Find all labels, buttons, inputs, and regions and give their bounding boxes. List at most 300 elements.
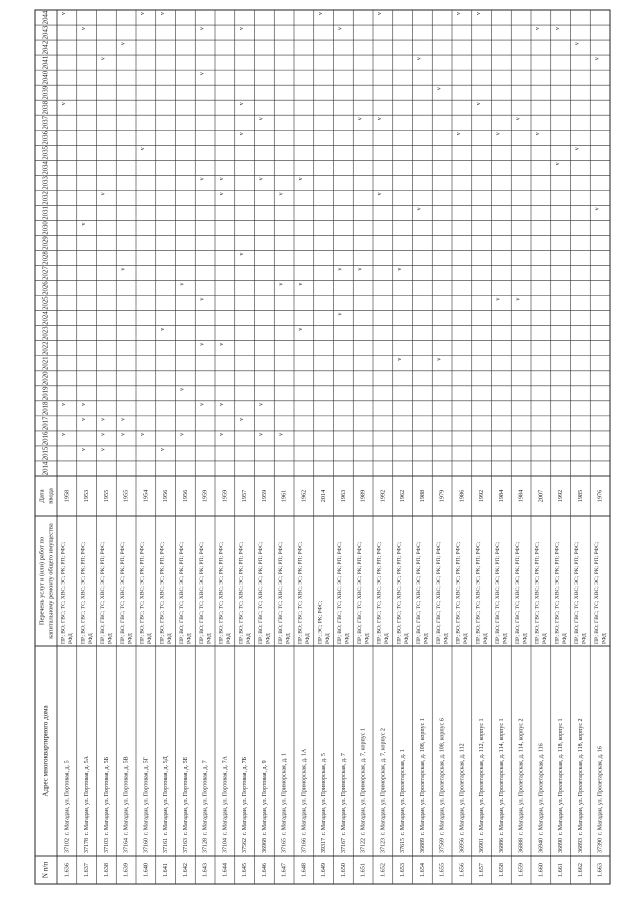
year-header-2043: 2043 xyxy=(42,25,50,40)
check-mark-2028: v xyxy=(239,252,245,256)
row-house-id: 37160 xyxy=(143,838,150,853)
row-services-line1: ПР; ВО; ГВС; ТС; ХВС; ЭС; РК; РП; РФС; xyxy=(475,541,482,644)
row-number: 1.653 xyxy=(399,863,407,877)
row-address: г. Магадан, ул. Пролетарская, д. 108, корпус 6 xyxy=(439,718,446,835)
check-mark-2027: v xyxy=(357,267,364,271)
row-address: г. Магадан, ул. Портовая, д. 7 xyxy=(202,760,209,835)
year-header-2033: 2033 xyxy=(42,176,50,190)
check-mark-2044: v xyxy=(476,12,482,16)
row-number: 1.646 xyxy=(260,863,268,877)
year-header-2029: 2029 xyxy=(42,236,50,250)
row-services-line2: РФД xyxy=(265,633,272,644)
check-mark-2027: v xyxy=(337,267,344,271)
row-address: г. Магадан, ул. Пролетарская, д. 16 xyxy=(597,746,604,835)
row-services-line1: ПР; ВО; ГВС; ТС; ХВС; ЭС; РК; РП; РФС; xyxy=(396,541,403,644)
row-entry-date: 1959 xyxy=(260,489,268,503)
check-mark-2017: v xyxy=(81,417,87,421)
header-num: N п/п xyxy=(41,861,50,879)
table-row xyxy=(61,12,75,877)
row-address: г. Магадан, ул. Портовая, д. 7А xyxy=(222,756,229,835)
check-mark-2036: v xyxy=(456,132,463,136)
row-services-line1: ПР; ВО; ГВС; ТС; ХВС; ЭС; РК; РП; РФС; xyxy=(80,541,87,644)
row-house-id: 37178 xyxy=(84,838,90,853)
year-header-2019: 2019 xyxy=(42,386,50,401)
row-services-line1: ПР; ВО; ГВС; ТС; ХВС; ЭС; РК; РП; РФС; xyxy=(258,541,265,644)
row-services-line2: РФД xyxy=(561,633,568,644)
row-entry-date: 1955 xyxy=(122,489,130,503)
row-address: г. Магадан, ул. Пролетарская, д. 114, корпус 1 xyxy=(498,718,505,835)
row-entry-date: 1957 xyxy=(241,489,249,503)
row-entry-date: 1959 xyxy=(221,489,229,503)
row-entry-date: 1956 xyxy=(162,489,170,503)
table-row xyxy=(100,57,114,877)
check-mark-2027: v xyxy=(120,267,127,271)
check-mark-2037: v xyxy=(377,117,384,121)
row-number: 1.659 xyxy=(517,863,525,877)
row-services-line2: РФД xyxy=(324,633,331,644)
row-services-line1: ПР; ВО; ГВС; ТС; ХВС; ЭС; РК; РП; РФС; xyxy=(593,541,600,644)
check-mark-2037: v xyxy=(515,117,522,121)
check-mark-2043: v xyxy=(555,27,561,31)
row-services-line1: ПР; ВО; ГВС; ТС; ХВС; ЭС; РК; РП; РФС; xyxy=(435,541,442,644)
check-mark-2016: v xyxy=(61,432,68,436)
row-number: 1.637 xyxy=(83,863,91,877)
check-mark-2025: v xyxy=(199,297,206,301)
row-services-line2: РФД xyxy=(206,633,213,644)
row-house-id: 37562 xyxy=(242,838,248,853)
table-row xyxy=(179,283,193,877)
row-address: г. Магадан, ул. Пролетарская, д. 108, корпус 1 xyxy=(419,718,426,835)
row-number: 1.654 xyxy=(418,863,426,877)
table-row xyxy=(120,42,134,877)
row-house-id: 37163 xyxy=(182,838,189,853)
check-mark-2019: v xyxy=(179,387,186,391)
row-entry-date: 1953 xyxy=(83,489,91,503)
check-mark-2015: v xyxy=(100,447,107,451)
year-header-2023: 2023 xyxy=(42,326,50,340)
row-services-line2: РФД xyxy=(344,633,351,644)
row-number: 1.647 xyxy=(280,863,288,877)
row-address: г. Магадан, ул. Приморская, д. 7 xyxy=(340,753,347,835)
check-mark-2022: v xyxy=(219,342,226,346)
row-entry-date: 1989 xyxy=(359,489,367,503)
year-header-2024: 2024 xyxy=(42,311,50,325)
year-header-2034: 2034 xyxy=(42,161,50,175)
row-services-line2: РФД xyxy=(542,633,549,644)
row-services-line1: ПР; ВО; ГВС; ТС; ХВС; ЭС; РК; РП; РФС; xyxy=(514,541,521,644)
year-header-2015: 2015 xyxy=(42,446,50,461)
row-address: г. Магадан, ул. Пролетарская, д. 114, корпус 2 xyxy=(518,718,525,835)
table-row xyxy=(80,27,94,877)
year-header-2022: 2022 xyxy=(42,341,50,356)
table-row xyxy=(219,177,233,877)
row-number: 1.656 xyxy=(458,863,466,877)
row-services-line2: РФД xyxy=(403,633,410,644)
row-house-id: 36890 xyxy=(558,838,564,853)
year-header-2042: 2042 xyxy=(42,40,50,55)
check-mark-2041: v xyxy=(594,57,601,61)
check-mark-2033: v xyxy=(258,177,265,181)
check-mark-2036: v xyxy=(535,132,542,136)
year-header-2028: 2028 xyxy=(42,251,50,265)
check-mark-2033: v xyxy=(199,177,206,181)
check-mark-2015: v xyxy=(160,447,166,451)
row-services-line2: РФД xyxy=(107,633,114,644)
row-number: 1.651 xyxy=(359,863,367,877)
check-mark-2024: v xyxy=(337,312,344,316)
year-header-2035: 2035 xyxy=(42,146,50,160)
year-header-2038: 2038 xyxy=(42,100,50,115)
row-house-id: 37569 xyxy=(439,838,446,853)
check-mark-2034: v xyxy=(555,162,561,166)
row-services-line2: РФД xyxy=(186,633,193,644)
check-mark-2042: v xyxy=(120,42,127,46)
table-row xyxy=(396,268,410,877)
check-mark-2043: v xyxy=(535,27,542,31)
year-header-2044: 2044 xyxy=(42,10,50,25)
check-mark-2016: v xyxy=(258,432,265,436)
row-services-line1: ПР; ВО; ГВС; ТС; ХВС; ЭС; РК; РП; РФС; xyxy=(534,541,541,644)
check-mark-2042: v xyxy=(574,42,581,46)
row-number: 1.642 xyxy=(181,863,189,877)
row-services-line1: ПР; ВО; ГВС; ТС; ХВС; ЭС; РК; РП; РФС; xyxy=(356,541,363,644)
check-mark-2025: v xyxy=(515,297,522,301)
check-mark-2043: v xyxy=(337,27,344,31)
table-row xyxy=(377,12,391,877)
row-services-line2: РФД xyxy=(601,633,608,644)
row-services-line1: ПР; ВО; ГВС; ТС; ХВС; ЭС; РК; РП; РФС; xyxy=(337,541,344,644)
year-header-2021: 2021 xyxy=(42,356,50,371)
check-mark-2043: v xyxy=(239,27,245,31)
row-entry-date: 1954 xyxy=(142,489,150,503)
row-services-line2: РФД xyxy=(482,633,489,644)
row-house-id: 37161 xyxy=(163,838,169,853)
row-services-line2: РФД xyxy=(463,633,470,644)
row-entry-date: 1984 xyxy=(497,489,505,503)
check-mark-2038: v xyxy=(476,102,482,106)
check-mark-2018: v xyxy=(219,402,226,406)
header-address: Адрес многоквартирного дома xyxy=(41,705,50,797)
check-mark-2036: v xyxy=(239,132,245,136)
row-address: г. Магадан, ул. Пролетарская, д. 116 xyxy=(538,743,545,835)
row-services-line1: ПР; ВО; ГВС; ТС; ХВС; ЭС; РК; РП; РФС; xyxy=(574,541,581,644)
row-services-line2: РФД xyxy=(364,633,371,644)
row-address: г. Магадан, ул. Пролетарская, д. 112 xyxy=(459,743,466,835)
row-number: 1.662 xyxy=(576,863,584,877)
table-row xyxy=(554,27,568,877)
check-mark-2017: v xyxy=(120,417,127,421)
check-mark-2043: v xyxy=(81,27,87,31)
row-number: 1.649 xyxy=(320,863,328,877)
row-entry-date: 1979 xyxy=(438,489,446,503)
row-services-line2: РФД xyxy=(502,633,509,644)
row-entry-date: 1992 xyxy=(557,489,565,503)
check-mark-2044: v xyxy=(61,12,68,16)
check-mark-2017: v xyxy=(100,417,107,421)
header-date-line1: Дата xyxy=(38,489,46,503)
row-entry-date: 1962 xyxy=(399,489,407,503)
check-mark-2041: v xyxy=(100,57,107,61)
row-number: 1.652 xyxy=(379,863,387,877)
row-house-id: 36956 xyxy=(459,838,466,853)
check-mark-2018: v xyxy=(199,402,206,406)
row-house-id: 37615 xyxy=(400,838,406,853)
row-services-line2: РФД xyxy=(68,633,75,644)
table-row xyxy=(456,12,470,877)
row-address: г. Магадан, ул. Портовая, д. 5 xyxy=(64,760,71,835)
check-mark-2032: v xyxy=(278,192,285,196)
table-row xyxy=(140,12,154,877)
row-number: 1.639 xyxy=(122,863,130,877)
year-header-2016: 2016 xyxy=(42,431,50,446)
check-mark-2017: v xyxy=(239,417,245,421)
check-mark-2044: v xyxy=(377,12,384,16)
row-entry-date: 1976 xyxy=(596,489,604,503)
row-number: 1.655 xyxy=(438,863,446,877)
row-services-line2: РФД xyxy=(226,633,233,644)
row-address: г. Магадан, ул. Портовая, д. 5Г xyxy=(143,756,150,835)
row-house-id: 37102 xyxy=(64,838,71,853)
check-mark-2015: v xyxy=(81,447,87,451)
check-mark-2041: v xyxy=(416,57,423,61)
row-services-line2: РФД xyxy=(87,633,94,644)
row-address: г. Магадан, ул. Приморская, д. 7, корпус 1 xyxy=(360,728,367,835)
check-mark-2022: v xyxy=(199,342,206,346)
row-entry-date: 1958 xyxy=(63,489,71,503)
row-entry-date: 1955 xyxy=(102,489,110,503)
year-header-2031: 2031 xyxy=(42,206,50,220)
row-services-line2: РФД xyxy=(285,633,292,644)
check-mark-2032: v xyxy=(219,192,226,196)
check-mark-2043: v xyxy=(199,27,206,31)
row-number: 1.657 xyxy=(478,863,486,877)
row-number: 1.645 xyxy=(241,863,249,877)
table-row xyxy=(574,42,588,877)
row-services-line2: РФД xyxy=(423,633,430,644)
check-mark-2021: v xyxy=(436,357,443,361)
check-mark-2035: v xyxy=(140,147,147,151)
check-mark-2016: v xyxy=(278,432,285,436)
check-mark-2016: v xyxy=(100,432,107,436)
check-mark-2044: v xyxy=(140,12,147,16)
row-number: 1.663 xyxy=(596,863,604,877)
row-services-line2: РФД xyxy=(147,633,154,644)
row-services-line1: ПР; ВО; ГВС; ТС; ХВС; ЭС; РК; РП; РФС; xyxy=(119,541,126,644)
row-entry-date: 2014 xyxy=(320,489,328,503)
row-house-id: 36968 xyxy=(261,838,268,853)
year-header-2032: 2032 xyxy=(42,191,50,205)
row-services-line1: ПР; ВО; ГВС; ТС; ХВС; ЭС; РК; РП; РФС; xyxy=(100,541,107,644)
row-house-id: 37167 xyxy=(340,838,347,853)
row-services-line1: ПР; ВО; ГВС; ТС; ХВС; ЭС; РК; РП; РФС; xyxy=(297,541,304,644)
row-entry-date: 1956 xyxy=(181,489,189,503)
row-number: 1.658 xyxy=(497,863,505,877)
check-mark-2036: v xyxy=(495,132,502,136)
row-address: г. Магадан, ул. Портовая, д. 5Е xyxy=(182,756,189,835)
row-house-id: 37123 xyxy=(380,838,387,853)
row-entry-date: 1992 xyxy=(379,489,387,503)
check-mark-2032: v xyxy=(377,192,384,196)
check-mark-2044: v xyxy=(160,12,166,16)
row-entry-date: 1959 xyxy=(201,489,209,503)
header-date-line2: ввода xyxy=(47,488,55,504)
row-address: г. Магадан, ул. Портовая, д. 5Б xyxy=(103,756,110,835)
row-address: г. Магадан, ул. Пролетарская, д. 118, корпус 1 xyxy=(558,718,564,835)
row-entry-date: 1984 xyxy=(517,489,525,503)
row-address: г. Магадан, ул. Портовая, д. 7Б xyxy=(242,756,248,835)
row-services-line2: РФД xyxy=(245,633,252,644)
table-row xyxy=(475,12,489,877)
row-services-line2: РФД xyxy=(522,633,529,644)
row-number: 1.661 xyxy=(557,863,565,877)
table-row xyxy=(515,117,529,877)
row-address: г. Магадан, ул. Приморская, д. 1А xyxy=(301,748,308,835)
row-address: г. Магадан, ул. Приморская, д. 5 xyxy=(321,753,327,835)
row-services-line2: РФД xyxy=(443,633,450,644)
row-house-id: 37103 xyxy=(103,838,110,853)
check-mark-2025: v xyxy=(495,297,502,301)
row-address: г. Магадан, ул. Пролетарская, д. 112, корпус 1 xyxy=(479,718,485,835)
row-house-id: 37165 xyxy=(281,838,288,853)
row-number: 1.644 xyxy=(221,863,229,877)
row-entry-date: 1961 xyxy=(280,489,288,503)
table-row xyxy=(337,27,351,877)
check-mark-2031: v xyxy=(594,207,601,211)
check-mark-2038: v xyxy=(61,102,68,106)
year-header-2018: 2018 xyxy=(42,401,50,416)
row-address: г. Магадан, ул. Портовая, д. 5В xyxy=(123,756,130,835)
check-mark-2031: v xyxy=(416,207,423,211)
row-services-line1: ПР; ВО; ГВС; ТС; ХВС; ЭС; РК; РП; РФС; xyxy=(218,541,225,644)
check-mark-2027: v xyxy=(397,267,403,271)
row-number: 1.660 xyxy=(537,863,545,877)
row-services-line1: ПР; ВО; ГВС; ТС; ХВС; ЭС; РК; РП; РФС; xyxy=(495,541,502,644)
row-house-id: 37104 xyxy=(222,838,229,853)
row-entry-date: 1985 xyxy=(576,489,584,503)
check-mark-2037: v xyxy=(357,117,364,121)
check-mark-2023: v xyxy=(298,327,305,331)
year-header-2017: 2017 xyxy=(42,416,50,431)
row-services-line2: РФД xyxy=(166,633,173,644)
row-services-line1: ПР; ВО; ГВС; ТС; ХВС; ЭС; РК; РП; РФС; xyxy=(159,541,166,644)
row-house-id: 37390 xyxy=(597,838,604,853)
row-services-line2: РФД xyxy=(581,633,588,644)
row-services-line1: ПР; ВО; ГВС; ТС; ХВС; ЭС; РК; РП; РФС; xyxy=(60,541,67,644)
row-entry-date: 1962 xyxy=(300,489,308,503)
row-address: г. Магадан, ул. Портовая, д. 5Д xyxy=(163,756,169,835)
row-address: г. Магадан, ул. Портовая, д. 5А xyxy=(84,756,90,835)
row-services-line2: РФД xyxy=(384,633,391,644)
year-header-2030: 2030 xyxy=(42,221,50,235)
check-mark-2032: v xyxy=(100,192,107,196)
check-mark-2035: v xyxy=(574,147,581,151)
row-entry-date: 1963 xyxy=(339,489,347,503)
row-services-line1: ПР; ВО; ГВС; ТС; ХВС; ЭС; РК; РП; РФС; xyxy=(198,541,205,644)
table-row xyxy=(495,132,509,877)
table-row xyxy=(416,57,430,877)
table-row xyxy=(594,57,608,877)
check-mark-2039: v xyxy=(436,87,443,91)
row-entry-date: 1986 xyxy=(458,489,466,503)
row-services-line1: ПР; ВО; ГВС; ТС; ХВС; ЭС; РК; РП; РФС; xyxy=(277,541,284,644)
check-mark-2033: v xyxy=(298,177,305,181)
row-house-id: 36886 xyxy=(498,838,505,853)
check-mark-2016: v xyxy=(219,432,226,436)
check-mark-2016: v xyxy=(179,432,186,436)
row-address: г. Магадан, ул. Пролетарская, д. 1 xyxy=(400,749,406,835)
check-mark-2016: v xyxy=(140,432,147,436)
year-header-2036: 2036 xyxy=(42,130,50,145)
table-row xyxy=(199,27,213,877)
row-services-line1: ПР; ВО; ГВС; ТС; ХВС; ЭС; РК; РП; РФС; xyxy=(416,541,423,644)
check-mark-2026: v xyxy=(298,282,305,286)
year-header-2027: 2027 xyxy=(42,266,50,280)
year-header-2039: 2039 xyxy=(42,85,50,100)
table-row xyxy=(317,12,331,877)
row-house-id: 37128 xyxy=(202,838,209,853)
table-row xyxy=(298,177,312,877)
year-header-2014: 2014 xyxy=(42,461,50,476)
row-services-line2: РФД xyxy=(305,633,312,644)
table-row xyxy=(278,192,292,877)
check-mark-2044: v xyxy=(456,12,463,16)
row-services-line1: ПР; ВО; ГВС; ТС; ХВС; ЭС; РК; РП; РФС; xyxy=(455,541,462,644)
row-address: г. Магадан, ул. Приморская, д. 7, корпус 2 xyxy=(380,728,387,835)
row-house-id: 39317 xyxy=(321,838,327,853)
check-mark-2030: v xyxy=(81,222,87,226)
row-services-line2: РФД xyxy=(127,633,134,644)
row-house-id: 36889 xyxy=(419,838,426,853)
row-entry-date: 2007 xyxy=(537,489,545,503)
row-address: г. Магадан, ул. Приморская, д. 1 xyxy=(281,753,288,835)
row-house-id: 36893 xyxy=(577,838,584,853)
row-services-line1: ПР; ВО; ГВС; ТС; ХВС; ЭС; РК; РП; РФС; xyxy=(376,541,383,644)
table-row xyxy=(535,27,549,877)
row-services-line1: ПР; ВО; ГВС; ТС; ХВС; ЭС; РК; РП; РФС; xyxy=(238,541,245,644)
check-mark-2026: v xyxy=(179,282,186,286)
table-row xyxy=(159,12,173,877)
row-entry-date: 1992 xyxy=(478,489,486,503)
row-house-id: 36940 xyxy=(538,838,545,853)
table-row xyxy=(238,27,252,877)
check-mark-2044: v xyxy=(318,12,324,16)
row-number: 1.641 xyxy=(162,863,170,877)
row-entry-date: 1988 xyxy=(418,489,426,503)
row-number: 1.648 xyxy=(300,863,308,877)
year-header-2037: 2037 xyxy=(42,115,50,130)
header-services-line2: капитальному ремонту общего имущества xyxy=(47,523,55,639)
year-header-2020: 2020 xyxy=(42,371,50,386)
table-row xyxy=(357,117,371,877)
row-services-line1: ПР; ВО; ГВС; ТС; ХВС; ЭС; РК; РП; РФС; xyxy=(139,541,146,644)
check-mark-2021: v xyxy=(397,357,403,361)
row-house-id: 37164 xyxy=(123,838,130,853)
check-mark-2018: v xyxy=(81,402,87,406)
row-house-id: 37122 xyxy=(360,838,367,853)
row-house-id: 36901 xyxy=(479,838,485,853)
row-house-id: 37166 xyxy=(301,838,308,853)
row-number: 1.643 xyxy=(201,863,209,877)
table-row xyxy=(258,117,272,877)
row-address: г. Магадан, ул. Пролетарская, д. 118, корпус 2 xyxy=(577,718,584,835)
check-mark-2033: v xyxy=(219,177,226,181)
check-mark-2018: v xyxy=(258,402,265,406)
row-number: 1.636 xyxy=(63,863,71,877)
header-services-line1: Перечень услуг и (или) работ по xyxy=(38,536,46,626)
check-mark-2016: v xyxy=(120,432,127,436)
row-address: г. Магадан, ул. Портовая, д. 9 xyxy=(261,760,268,835)
check-mark-2018: v xyxy=(61,402,68,406)
